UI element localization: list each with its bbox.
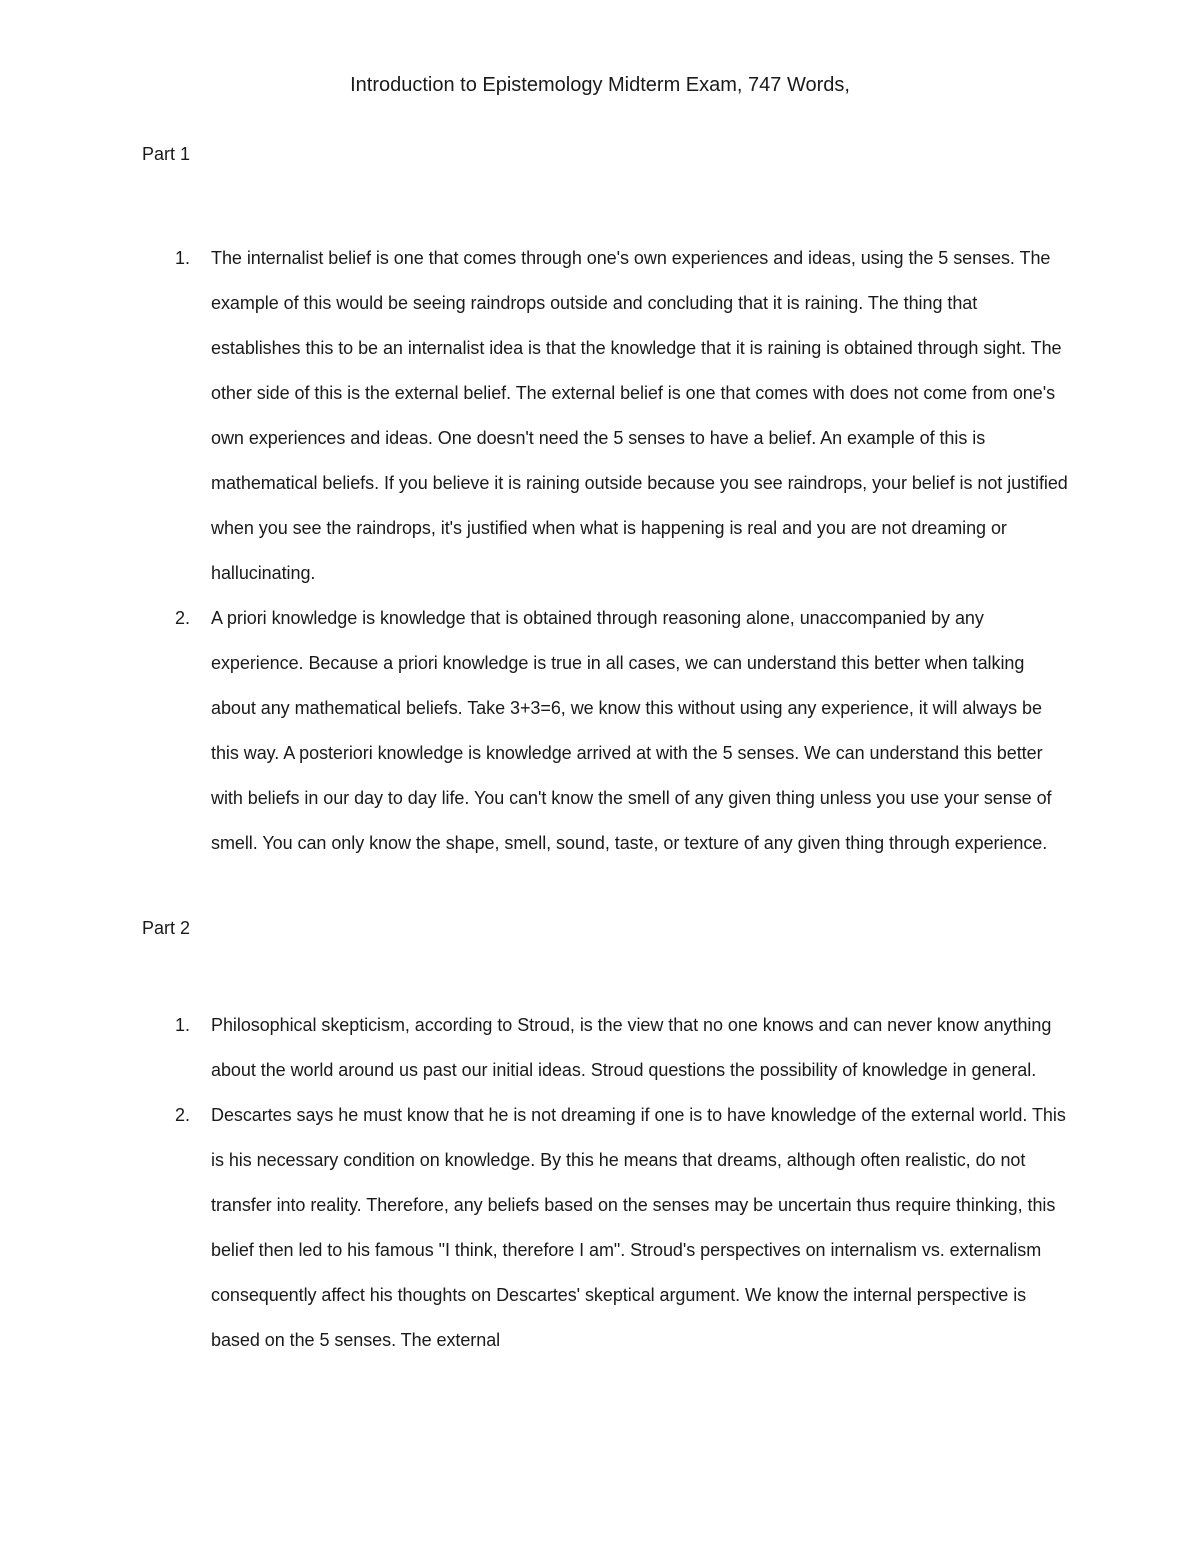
- part-1-answer-1: [0, 236, 1200, 596]
- part-2-answer-1: [0, 1003, 1200, 1093]
- part-2-heading: Part 2: [142, 918, 191, 938]
- part-2-answer-2: [0, 1093, 1200, 1363]
- list-number: 1.: [175, 248, 191, 268]
- part-1-answer-list: [0, 236, 1200, 866]
- part-1-answer-2: [0, 596, 1200, 866]
- part-1-heading: Part 1: [142, 144, 191, 164]
- part-2-answer-list: [0, 1003, 1200, 1363]
- answer-text: Descartes says he must know that he is not dreaming if one is to have knowledge of the external world. This is his necessary condition on knowledge. By this he means that dreams, although often realistic, do not transfer into reality. Therefore, any beliefs based on the senses may be uncertain thus require thinking, this belief then led to his famous "I think, therefore I am". Stroud's perspectives on internalism vs. externalism consequently affect his thoughts on Descartes' skeptical argument. We know the internal perspective is based on the 5 senses. The external: [211, 1105, 1066, 1350]
- answer-text: A priori knowledge is knowledge that is obtained through reasoning alone, unaccompanied by any experience. Because a priori knowledge is true in all cases, we can understand this better when talking about any mathematical beliefs. Take 3+3=6, we know this without using any experience, it will always be this way. A posteriori knowledge is knowledge arrived at with the 5 senses. We can understand this better with beliefs in our day to day life. You can't know the smell of any given thing unless you use your sense of smell. You can only know the shape, smell, sound, taste, or texture of any given thing through experience.: [211, 608, 1052, 853]
- list-number: 2.: [175, 608, 191, 628]
- document-title: Introduction to Epistemology Midterm Exam, 747 Words,: [350, 74, 850, 96]
- list-number: 1.: [175, 1015, 191, 1035]
- answer-text: Philosophical skepticism, according to Stroud, is the view that no one knows and can never know anything about the world around us past our initial ideas. Stroud questions the possibility of knowledge in general.: [211, 1015, 1052, 1080]
- list-number: 2.: [175, 1105, 191, 1125]
- answer-text: The internalist belief is one that comes through one's own experiences and ideas, using the 5 senses. The example of this would be seeing raindrops outside and concluding that it is raining. The thing that establishes this to be an internalist idea is that the knowledge that it is raining is obtained through sight. The other side of this is the external belief. The external belief is one that comes with does not come from one's own experiences and ideas. One doesn't need the 5 senses to have a belief. An example of this is mathematical beliefs. If you believe it is raining outside because you see raindrops, your belief is not justified when you see the raindrops, it's justified when what is happening is real and you are not dreaming or hallucinating.: [211, 248, 1068, 583]
